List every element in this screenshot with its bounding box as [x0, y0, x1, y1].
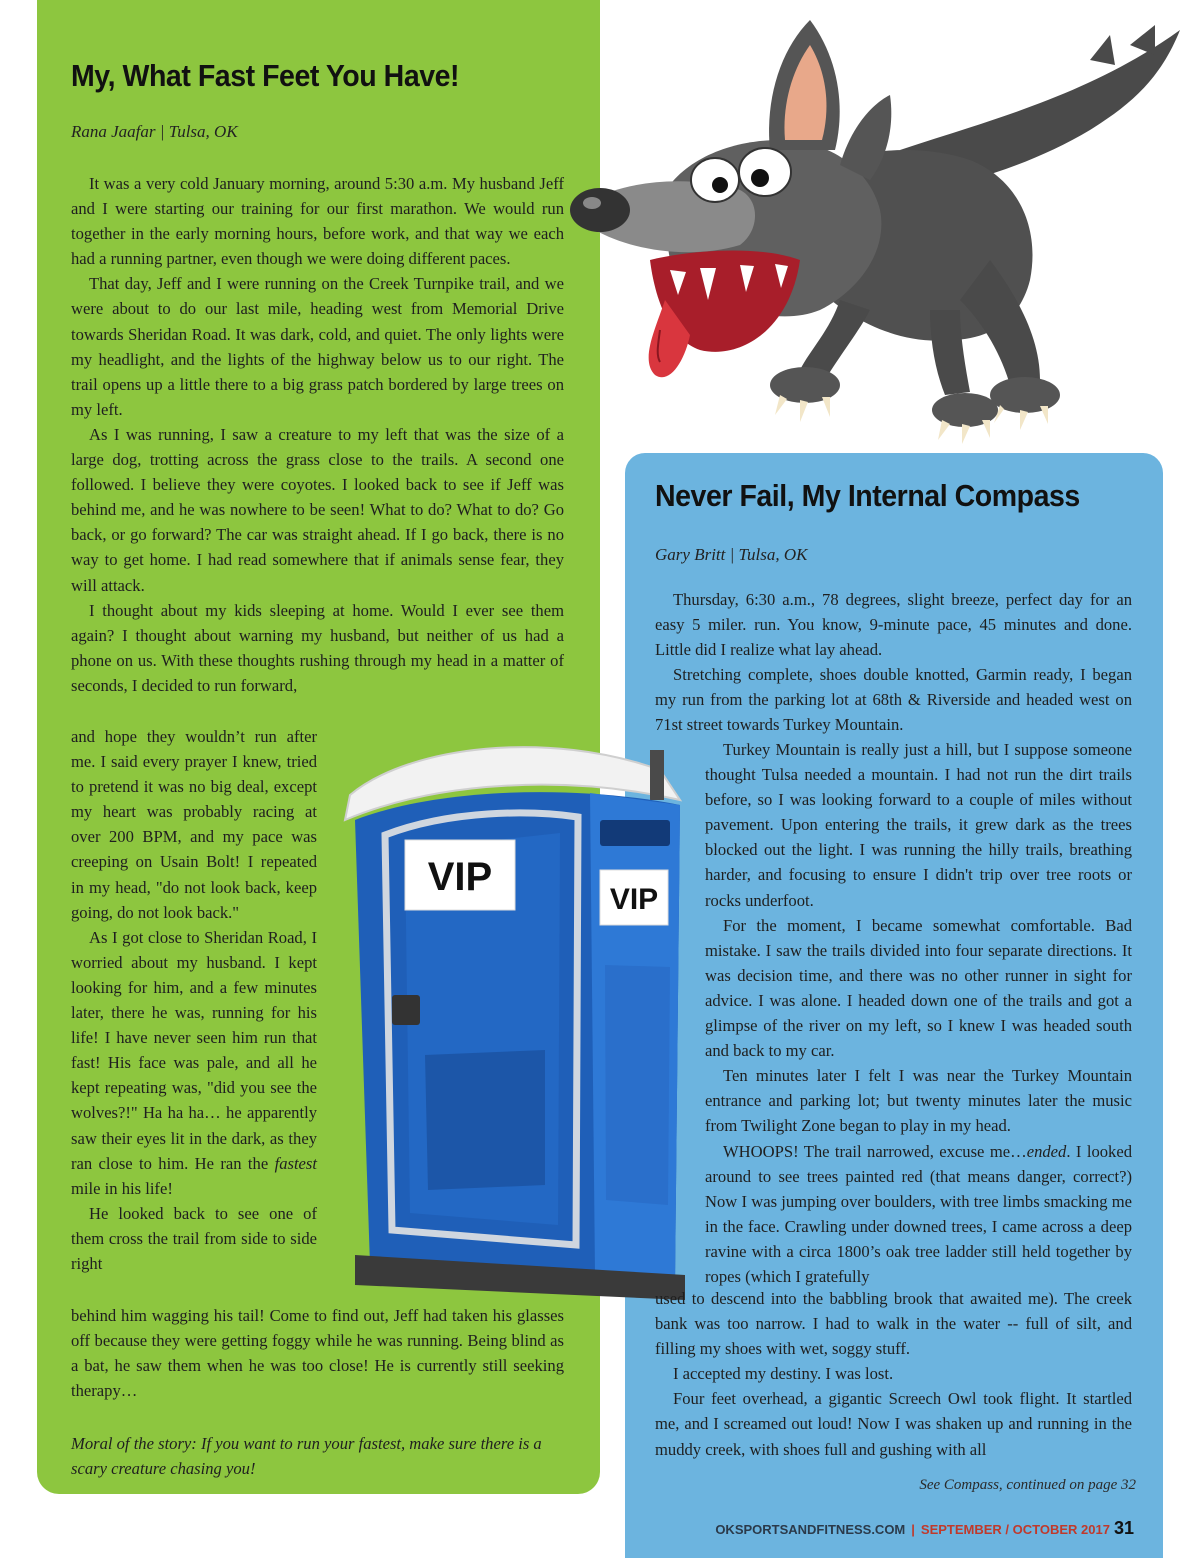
vip-sign-side-text: VIP: [609, 883, 659, 916]
page-number: 31: [1113, 1518, 1134, 1538]
story1-paragraph: That day, Jeff and I were running on the Creek Turnpike trail, and we were about to do our last mile, heading west from Memorial Drive towards Sheridan Road. It was dark, cold, and quiet. The only lights were my headlight, and the lights of the highway below us to our right. The trail opens up a little there to a big grass patch bordered by large trees on my left.: [71, 274, 564, 419]
story1-paragraph: It was a very cold January morning, around 5:30 a.m. My husband Jeff and I were starting our training for our first marathon. We would run together in the early morning hours, before work, and that way we each had a running partner, even though we were doing different paces.: [71, 174, 564, 269]
footer-site: OKSPORTSANDFITNESS.COM: [715, 1522, 906, 1537]
story2-paragraph: Turkey Mountain is really just a hill, but I suppose someone thought Tulsa needed a mountain. I had not run the dirt trails before, so I was looking forward to a couple of miles without pavement. Upon entering the trails, it grew dark as the trees blocked out the light. I was running the hilly trails, breathing harder, and focusing to ensure I didn't trip over tree roots or rocks underfoot.: [705, 740, 1132, 910]
story1-moral: Moral of the story: If you want to run your fastest, make sure there is a scary creature chasing you!: [71, 1434, 542, 1478]
story2-text-run: . I looked around to see trees painted red (that means danger, correct?) Now I was jumping over boulders, with tree limbs smacking me in the face. Crawling under downed trees, I came across a deep ravine with a circa 1800’s oak tree ladder still held together by ropes (which I gratefully: [705, 1141, 1132, 1286]
story1-paragraph: I thought about my kids sleeping at home. Would I ever see them again? I thought about warning my husband, but neither of us had a phone on us. With these thoughts rushing through my head in a matter of seconds, I decided to run forward,: [71, 600, 564, 695]
story1-body-bottom: [71, 1303, 564, 1403]
story2-emphasis: ended: [1026, 1141, 1067, 1161]
portable-toilet-icon: [330, 725, 700, 1305]
continued-note: See Compass, continued on page 32: [919, 1477, 1136, 1493]
story2-text-run: WHOOPS! The trail narrowed, excuse me…: [723, 1141, 1027, 1161]
story2-paragraph: Stretching complete, shoes double knotted, Garmin ready, I began my run from the parking lot at 68th & Riverside and headed west on 71st street towards Turkey Mountain.: [655, 665, 1132, 735]
story1-body-wrap: [71, 724, 317, 1276]
story2-paragraph: Thursday, 6:30 a.m., 78 degrees, slight breeze, perfect day for an easy 5 miler. run. You know, 9-minute pace, 45 minutes and done. Little did I realize what lay ahead.: [655, 590, 1132, 660]
story1-paragraph: [71, 925, 317, 1201]
vip-sign-front-text: VIP: [427, 855, 493, 899]
story2-title: Never Fail, My Internal Compass: [655, 478, 1080, 513]
story2-paragraph: Four feet overhead, a gigantic Screech Owl took flight. It startled me, and I screamed out loud! Now I was shaken up and running in the muddy creek, with shoes full and gushing with all: [655, 1389, 1132, 1459]
story2-body-top: [655, 587, 1132, 738]
footer-separator: |: [911, 1522, 915, 1537]
story1-paragraph: behind him wagging his tail! Come to find out, Jeff had taken his glasses off because they were getting foggy while he was running. Being blind as a bat, he saw them when he was too close! He is currently still seeking therapy…: [71, 1306, 564, 1401]
story1-paragraph: and hope they wouldn’t run after me. I said every prayer I knew, tried to pretend it was no big deal, except my heart was probably racing at over 200 BPM, and my pace was creeping on Usain Bolt! I repeated in my head, "do not look back, keep going, do not look back.": [71, 727, 317, 922]
story1-text-run: mile in his life!: [71, 1178, 173, 1198]
story2-body-wrap: [705, 737, 1132, 1289]
story2-byline: Gary Britt | Tulsa, OK: [655, 545, 808, 564]
story2-paragraph: [705, 1139, 1132, 1290]
footer-issue-date: SEPTEMBER / OCTOBER 2017: [920, 1522, 1110, 1537]
story1-paragraph: As I was running, I saw a creature to my left that was the size of a large dog, trotting across the grass close to the trails. A second one followed. I believe they were coyotes. I looked back to see if Jeff was behind me, and he was nowhere to be seen! What to do? What to do? Go back, or go forward? The car was straight ahead. If I go back, there is no way to get home. I had read somewhere that if animals sense fear, they will attack.: [71, 424, 564, 595]
cartoon-wolf-icon: [570, 0, 1200, 450]
story1-emphasis: fastest: [274, 1153, 317, 1173]
story2-paragraph: I accepted my destiny. I was lost.: [673, 1364, 894, 1384]
story2-body-bottom: [655, 1286, 1132, 1462]
story1-title: My, What Fast Feet You Have!: [71, 58, 460, 93]
page-footer: [715, 1518, 1134, 1539]
story1-text-run: As I got close to Sheridan Road, I worried about my husband. I kept looking for him, and a few minutes later, there he was, running for his life! I have never seen him run that fast! His face was pale, and all he kept repeating was, "did you see the wolves?!" Ha ha ha… he apparently saw their eyes lit in the dark, as they ran close to him. He ran the: [71, 927, 317, 1173]
story2-paragraph: used to descend into the babbling brook that awaited me). The creek bank was too narrow. I had to walk in the water -- full of silt, and filling my shoes with wet, soggy stuff.: [655, 1289, 1132, 1359]
story1-body-top: [71, 171, 564, 698]
story2-paragraph: For the moment, I became somewhat comfortable. Bad mistake. I saw the trails divided into four separate directions. It was decision time, and there was no other runner in sight for advice. I was alone. I headed down one of the trails and got a glimpse of the river on my left, so I knew I was headed south and back to my car.: [705, 915, 1132, 1061]
story2-paragraph: Ten minutes later I felt I was near the Turkey Mountain entrance and parking lot; but twenty minutes later the music from Twilight Zone began to play in my head.: [705, 1066, 1132, 1136]
story1-paragraph: He looked back to see one of them cross the trail from side to side right: [71, 1203, 317, 1273]
story1-byline: Rana Jaafar | Tulsa, OK: [71, 122, 238, 141]
